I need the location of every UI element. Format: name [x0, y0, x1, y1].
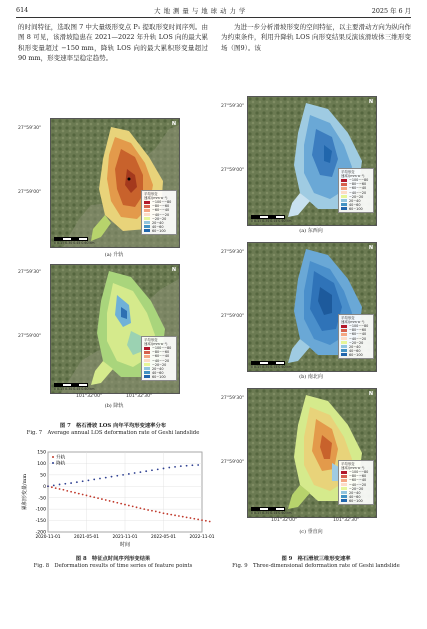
- series-point: [197, 464, 199, 466]
- legend-label: 40~60: [152, 224, 164, 229]
- series-point: [122, 474, 124, 476]
- fig7a-subcaption: (a) 升轨: [104, 252, 124, 258]
- fig9a-map: [247, 96, 377, 226]
- fig7a-legend: [141, 190, 177, 235]
- series-point: [128, 505, 130, 507]
- legend-swatch: [341, 191, 347, 194]
- legend-items: [341, 324, 371, 357]
- x-tick-label: 2020-11-01: [35, 535, 61, 540]
- series-point: [145, 470, 147, 472]
- legend-label: −20~20: [349, 486, 364, 491]
- fig9c-subcaption: (c) 垂直向: [299, 529, 323, 535]
- series-point: [151, 510, 153, 512]
- series-point: [180, 465, 182, 467]
- legend-item: [144, 229, 174, 233]
- y-tick-label: -50: [38, 496, 46, 502]
- legend-swatch: [144, 213, 150, 216]
- series-point: [47, 485, 49, 487]
- fig7-caption-cn: 图 7 格石滑坡 LOS 向年平均形变速率分布: [59, 423, 167, 429]
- series-point: [59, 484, 61, 486]
- series-point: [76, 481, 78, 483]
- legend-items: [341, 178, 371, 211]
- legend-item: [341, 207, 371, 211]
- legend-label: 20~40: [349, 344, 361, 349]
- legend-swatch: [341, 325, 347, 328]
- series-point: [59, 488, 61, 490]
- fig9b-subcaption: (b) 南北向: [299, 374, 323, 380]
- legend-label: −40~−20: [349, 336, 367, 341]
- series-point: [178, 515, 180, 517]
- legend-label: −60~−40: [152, 354, 170, 359]
- legend-label: 60~100: [349, 498, 363, 503]
- series-point: [186, 516, 188, 518]
- legend-swatch: [341, 499, 347, 502]
- legend-label: 40~60: [152, 370, 164, 375]
- legend-swatch: [341, 349, 347, 352]
- series-point: [201, 519, 203, 521]
- series-point: [89, 495, 91, 497]
- legend-subtitle: 速率/(mm·a⁻¹): [144, 342, 168, 347]
- series-point: [116, 502, 118, 504]
- legend-label: −60~−40: [152, 208, 170, 213]
- legend-label: −40~−20: [349, 482, 367, 487]
- fig9a-legend: [338, 168, 374, 213]
- legend-swatch: [144, 205, 150, 208]
- series-point: [143, 508, 145, 510]
- fig7a-map: [50, 118, 180, 248]
- fig7b-map: [50, 264, 180, 394]
- legend-items: [144, 346, 174, 379]
- y-tick-label: -200: [35, 530, 46, 536]
- series-point: [147, 509, 149, 511]
- fig9c-lon-tick: 101°32'00": [271, 518, 298, 523]
- series-point: [182, 516, 184, 518]
- series-point: [63, 489, 65, 491]
- legend-label: 60~100: [349, 352, 363, 357]
- series-point: [132, 506, 134, 508]
- legend-swatch: [144, 201, 150, 204]
- series-point: [70, 491, 72, 493]
- legend-swatch: [341, 483, 347, 486]
- series-point: [93, 496, 95, 498]
- series-point: [191, 464, 193, 466]
- legend-swatch: [144, 225, 150, 228]
- legend-label: −60~−40: [349, 478, 367, 483]
- series-point: [151, 469, 153, 471]
- series-point: [116, 475, 118, 477]
- fig7-caption-en: Fig. 7 Average annual LOS deformation rate of Geshi landslide: [26, 430, 200, 437]
- legend-item: [341, 353, 371, 357]
- fig9c-map: [247, 388, 377, 518]
- fig9b-scale: 0 0.15 0.30 0.45 0.60 km: [251, 361, 291, 369]
- fig7a-lat-tick: 27°59'30": [18, 126, 42, 131]
- legend-title: 平均形变: [341, 316, 355, 321]
- legend-label: −20~20: [152, 216, 167, 221]
- legend-label: −80~−60: [349, 474, 367, 479]
- fig7b-legend: [141, 336, 177, 381]
- series-point: [140, 507, 142, 509]
- series-point: [88, 479, 90, 481]
- series-point: [82, 480, 84, 482]
- legend-swatch: [341, 353, 347, 356]
- fig9a-lat-tick: 27°59'00": [221, 168, 245, 173]
- series-point: [101, 498, 103, 500]
- fig9c-lon-tick: 101°32'30": [333, 518, 360, 523]
- series-point: [159, 511, 161, 513]
- page-header: [16, 4, 411, 16]
- series-point: [78, 493, 80, 495]
- fig9-caption-en: Fig. 9 Three-dimensional deformation rate of Geshi landslide: [232, 563, 400, 570]
- north-arrow: N: [171, 121, 176, 127]
- fig7a-lat-tick: 27°59'00": [18, 190, 42, 195]
- legend-items: [144, 200, 174, 233]
- legend-swatch: [144, 367, 150, 370]
- legend-swatch: [341, 199, 347, 202]
- legend-label: −100~−80: [152, 346, 172, 351]
- series-point: [155, 511, 157, 513]
- series-point: [97, 497, 99, 499]
- legend-swatch: [341, 187, 347, 190]
- legend-marker: [52, 462, 54, 464]
- series-point: [105, 477, 107, 479]
- legend-item: [144, 375, 174, 379]
- series-point: [53, 484, 55, 486]
- legend-label: 40~60: [349, 202, 361, 207]
- series-point: [186, 465, 188, 467]
- legend-swatch: [144, 359, 150, 362]
- fig7b-lat-tick: 27°59'30": [18, 270, 42, 275]
- fig9c-lat-tick: 27°59'30": [221, 396, 245, 401]
- legend-title: 平均形变: [144, 338, 158, 343]
- legend-label: 20~40: [349, 198, 361, 203]
- figure-8: [18, 448, 215, 554]
- legend-label: −20~20: [349, 340, 364, 345]
- y-tick-label: 100: [37, 462, 46, 468]
- x-axis-label: 时间: [119, 542, 131, 548]
- series-point: [193, 518, 195, 520]
- fig8-caption-cn: 图 8 特征点时间序列形变结果: [75, 556, 151, 562]
- left-column: [18, 22, 208, 63]
- series-point: [82, 494, 84, 496]
- series-point: [134, 472, 136, 474]
- fig7a-scale: 0 0.15 0.30 0.45 0.60 km: [54, 237, 94, 245]
- legend-swatch: [341, 491, 347, 494]
- fig9c-lat-tick: 27°59'00": [221, 460, 245, 465]
- series-point: [124, 504, 126, 506]
- legend-label: −40~−20: [152, 358, 170, 363]
- series-point: [197, 519, 199, 521]
- left-paragraph: 的时间特征，选取图 7 中大量级形变点 P₁ 提取形变时间序列。由图 8 可见，该滑坡隐患在 2021—2022 年升轨 LOS 向的最大累积形变量超过 −150 mm，降轨 LOS 向的最大累积形变量超过 90 mm，形变速率呈稳定趋势。: [18, 23, 208, 62]
- legend-swatch: [144, 221, 150, 224]
- x-tick-label: 2021-05-01: [74, 535, 99, 540]
- series-point: [163, 512, 165, 514]
- series-point: [55, 487, 57, 489]
- series-point: [64, 483, 66, 485]
- series-point: [86, 495, 88, 497]
- series-point: [170, 514, 172, 516]
- legend-label: −20~20: [349, 194, 364, 199]
- legend-subtitle: 速率/(mm·a⁻¹): [341, 320, 365, 325]
- fig7b-scale: 0 0.15 0.30 0.45 0.60 km: [54, 383, 94, 391]
- legend-subtitle: 速率/(mm·a⁻¹): [341, 174, 365, 179]
- header-rule: [16, 17, 411, 18]
- legend-label: −80~−60: [349, 328, 367, 333]
- legend-series-label: 降轨: [56, 461, 66, 467]
- fig9a-scale: 0 0.15 0.30 0.45 0.60 km: [251, 215, 291, 223]
- y-tick-label: -100: [35, 507, 46, 513]
- series-point: [99, 478, 101, 480]
- legend-swatch: [144, 371, 150, 374]
- legend-swatch: [144, 363, 150, 366]
- legend-swatch: [341, 475, 347, 478]
- figure-9: [221, 96, 411, 556]
- legend-label: −100~−80: [349, 470, 369, 475]
- series-point: [168, 467, 170, 469]
- fig9b-legend: [338, 314, 374, 359]
- legend-swatch: [144, 355, 150, 358]
- series-point: [163, 468, 165, 470]
- series-point: [105, 499, 107, 501]
- fig9c-scale: 0 0.15 0.30 0.45 0.60 km: [251, 507, 291, 515]
- fig9b-lat-tick: 27°59'30": [221, 250, 245, 255]
- y-tick-label: 0: [43, 484, 46, 490]
- series-point: [113, 501, 115, 503]
- y-tick-label: 50: [40, 473, 46, 479]
- north-arrow: N: [368, 99, 373, 105]
- series-point: [128, 473, 130, 475]
- fig7-caption: [18, 423, 208, 437]
- legend-label: −60~−40: [349, 186, 367, 191]
- fig8-chart: [18, 448, 215, 554]
- series-point: [174, 466, 176, 468]
- legend-swatch: [144, 209, 150, 212]
- legend-swatch: [144, 347, 150, 350]
- series-point: [166, 513, 168, 515]
- legend-marker: [52, 456, 54, 458]
- legend-item: [341, 499, 371, 503]
- legend-label: 60~100: [349, 206, 363, 211]
- legend-swatch: [144, 375, 150, 378]
- legend-swatch: [341, 183, 347, 186]
- fig7b-lon-tick: 101°32'00": [76, 394, 103, 399]
- legend-label: −100~−80: [349, 178, 369, 183]
- legend-label: 20~40: [152, 366, 164, 371]
- x-tick-label: 2022-11-01: [189, 535, 215, 540]
- legend-label: 20~40: [349, 490, 361, 495]
- figure-7: [18, 118, 208, 420]
- legend-swatch: [144, 351, 150, 354]
- fig7b-lon-tick: 101°32'30": [126, 394, 153, 399]
- legend-items: [341, 470, 371, 503]
- issue-date: 2025 年 6 月: [371, 6, 411, 15]
- right-column: [221, 22, 411, 53]
- legend-label: −100~−80: [152, 200, 172, 205]
- legend-subtitle: 速率/(mm·a⁻¹): [341, 466, 365, 471]
- fig7b-subcaption: (b) 降轨: [104, 403, 124, 409]
- north-arrow: N: [171, 267, 176, 273]
- legend-label: −100~−80: [349, 324, 369, 329]
- series-point: [190, 517, 192, 519]
- legend-swatch: [341, 203, 347, 206]
- legend-swatch: [341, 341, 347, 344]
- legend-swatch: [341, 207, 347, 210]
- series-point: [109, 500, 111, 502]
- x-tick-label: 2022-05-01: [151, 535, 176, 540]
- series-point: [120, 503, 122, 505]
- legend-label: −20~20: [152, 362, 167, 367]
- north-arrow: N: [368, 391, 373, 397]
- fig8-caption-en: Fig. 8 Deformation results of time series of feature points: [33, 563, 193, 570]
- legend-swatch: [341, 471, 347, 474]
- legend-label: −80~−60: [349, 182, 367, 187]
- fig8-caption: [18, 556, 208, 570]
- fig7b-lat-tick: 27°59'00": [18, 334, 42, 339]
- fig9b-lat-tick: 27°59'00": [221, 314, 245, 319]
- series-point: [140, 471, 142, 473]
- legend-subtitle: 速率/(mm·a⁻¹): [144, 196, 168, 201]
- north-arrow: N: [368, 245, 373, 251]
- fig9a-subcaption: (a) 东西向: [299, 228, 323, 234]
- y-axis-label: 累积形变量/mm: [22, 473, 28, 511]
- series-point: [66, 490, 68, 492]
- legend-label: 20~40: [152, 220, 164, 225]
- legend-label: 40~60: [349, 348, 361, 353]
- fig9b-map: [247, 242, 377, 372]
- series-point: [205, 520, 207, 522]
- legend-series-label: 升轨: [56, 455, 66, 461]
- fig9a-lat-tick: 27°59'30": [221, 104, 245, 109]
- legend-swatch: [341, 333, 347, 336]
- y-tick-label: -150: [35, 519, 46, 525]
- series-point: [111, 476, 113, 478]
- legend-swatch: [144, 217, 150, 220]
- journal-name: 大 地 测 量 与 地 球 动 力 学: [154, 6, 246, 15]
- legend-label: 60~100: [152, 228, 166, 233]
- legend-swatch: [341, 487, 347, 490]
- legend-label: 60~100: [152, 374, 166, 379]
- legend-swatch: [341, 329, 347, 332]
- legend-label: −60~−40: [349, 332, 367, 337]
- series-point: [70, 482, 72, 484]
- right-paragraph: 为进一步分析滑坡形变的空间特征，以主要滑动方向为纵向作为约束条件，利用升降轨 LOS 向形变结果反演该滑坡体三维形变场（图9）。该: [221, 23, 411, 52]
- legend-swatch: [341, 479, 347, 482]
- legend-swatch: [341, 337, 347, 340]
- fig9c-legend: [338, 460, 374, 505]
- legend-swatch: [341, 495, 347, 498]
- series-point: [136, 506, 138, 508]
- legend-title: 平均形变: [144, 192, 158, 197]
- fig9-caption-cn: 图 9 格石滑坡三维形变速率: [281, 556, 351, 562]
- x-tick-label: 2021-11-01: [112, 535, 138, 540]
- legend-label: −80~−60: [152, 350, 170, 355]
- series-point: [157, 468, 159, 470]
- legend-label: −40~−20: [152, 212, 170, 217]
- series-point: [93, 479, 95, 481]
- legend-label: −80~−60: [152, 204, 170, 209]
- page-number: 614: [16, 6, 29, 14]
- y-tick-label: 150: [37, 450, 46, 456]
- legend-title: 平均形变: [341, 462, 355, 467]
- series-point: [209, 521, 211, 523]
- series-point: [74, 492, 76, 494]
- legend-label: 40~60: [349, 494, 361, 499]
- legend-swatch: [341, 179, 347, 182]
- legend-label: −40~−20: [349, 190, 367, 195]
- series-point: [51, 486, 53, 488]
- legend-title: 平均形变: [341, 170, 355, 175]
- legend-swatch: [341, 195, 347, 198]
- series-point: [174, 514, 176, 516]
- legend-swatch: [144, 229, 150, 232]
- fig9-caption: [221, 556, 411, 570]
- legend-swatch: [341, 345, 347, 348]
